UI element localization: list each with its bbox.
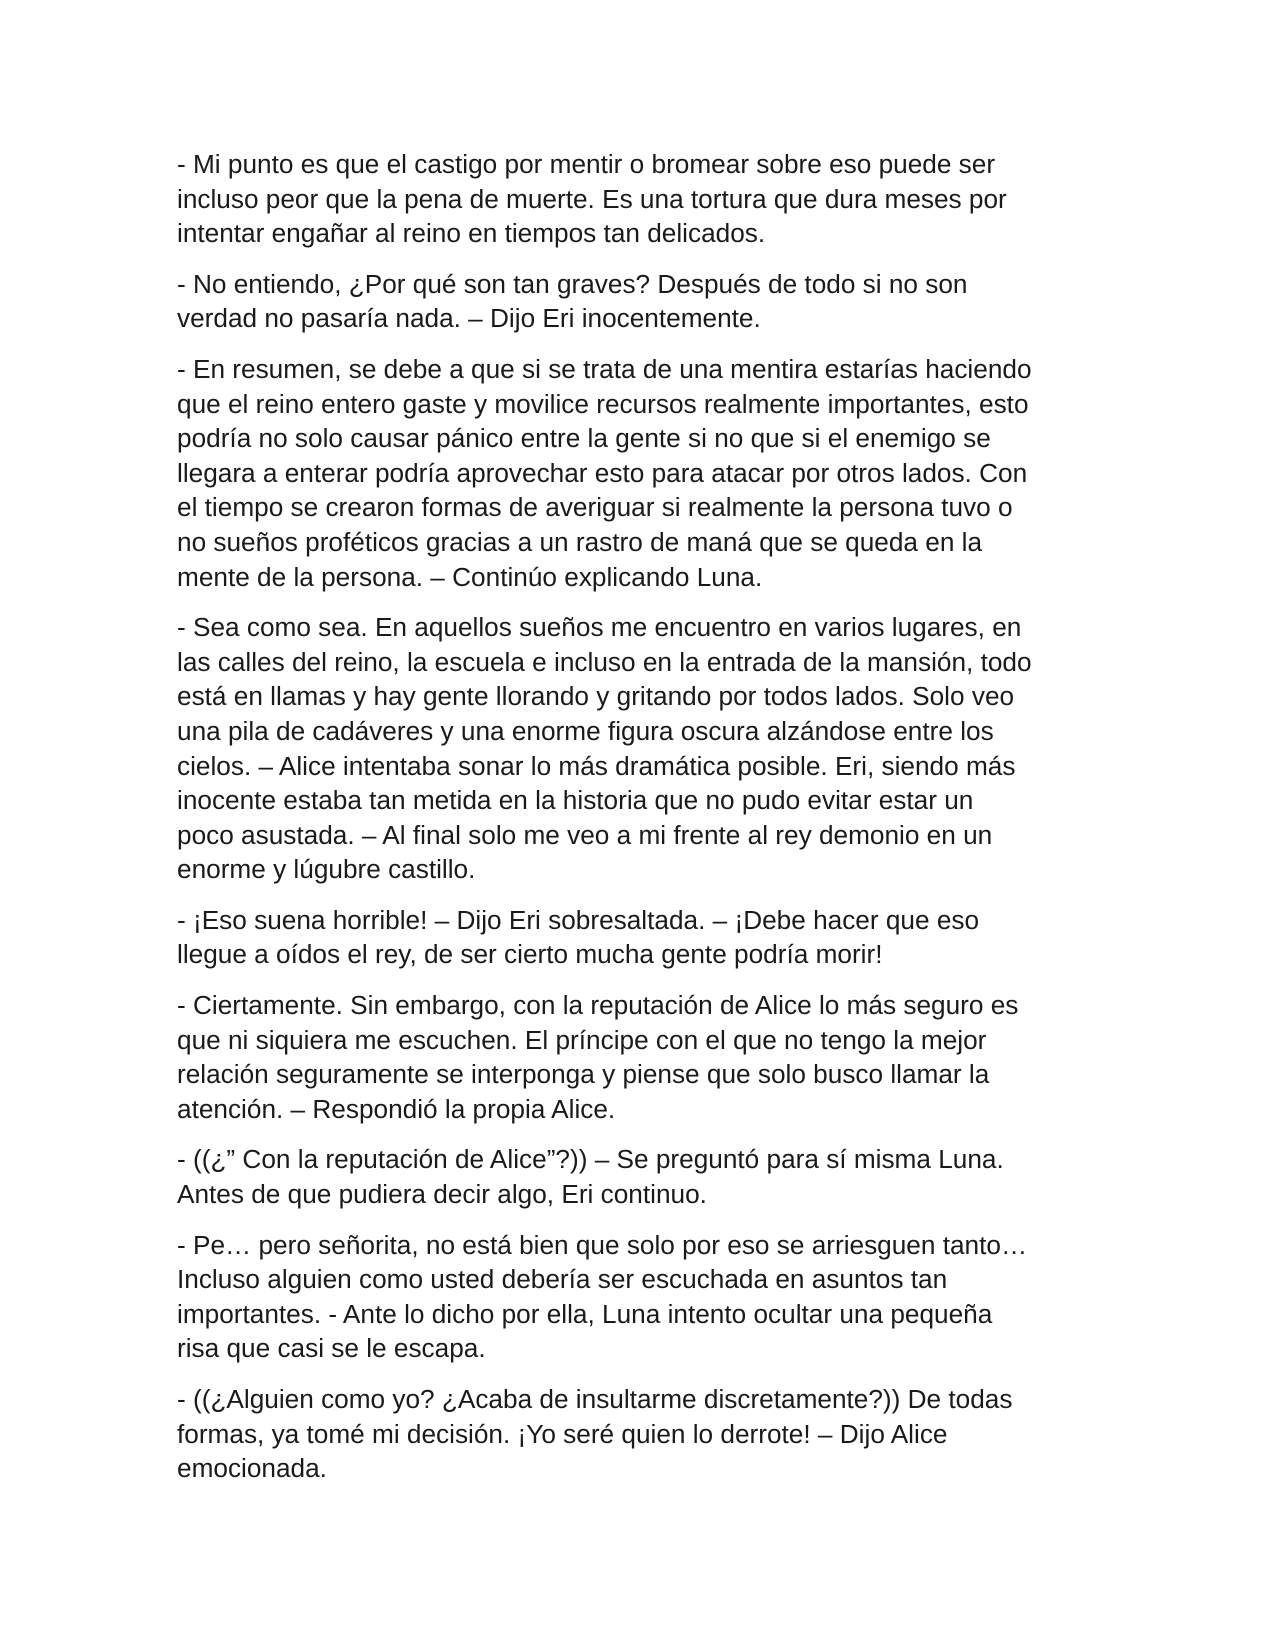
paragraph-4: - Sea como sea. En aquellos sueños me encuentro en varios lugares, en las calles del reino, la escuela e incluso en la entrada de la mansión, todo está en llamas y hay gente llorando y gritando por todos lados. Solo veo una pila de cadáveres y una enorme figura oscura alzándose entre los cielos. – Alice intentaba sonar lo más dramática posible. Eri, siendo más inocente estaba tan metida en la historia que no pudo evitar estar un poco asustada. – Al final solo me veo a mi frente al rey demonio en un enorme y lúgubre castillo. [177,612,1032,885]
paragraph-8: - Pe… pero señorita, no está bien que solo por eso se arriesguen tanto… Incluso alguien como usted debería ser escuchada en asuntos tan importantes. - Ante lo dicho por ella, Luna intento ocultar una pequeña risa que casi se le escapa. [177,1229,1028,1364]
paragraph-5: - ¡Eso suena horrible! – Dijo Eri sobresaltada. – ¡Debe hacer que eso llegue a oídos el rey, de ser cierto mucha gente podría morir! [177,904,980,970]
paragraph-1: - Mi punto es que el castigo por mentir o bromear sobre eso puede ser incluso peor que la pena de muerte. Es una tortura que dura meses por intentar engañar al reino en tiempos tan delicados. [177,149,1007,249]
paragraph-3: - En resumen, se debe a que si se trata de una mentira estarías haciendo que el reino entero gaste y movilice recursos realmente importantes, esto podría no solo causar pánico entre la gente si no que si el enemigo se llegara a enterar podría aprovechar esto para atacar por otros lados. Con el tiempo se crearon formas de averiguar si realmente la persona tuvo o no sueños proféticos gracias a un rastro de maná que se queda en la mente de la persona. – Continúo explicando Luna. [177,353,1032,592]
paragraph-9: - ((¿Alguien como yo? ¿Acaba de insultarme discretamente?)) De todas formas, ya tomé mi decisión. ¡Yo seré quien lo derrote! – Dijo Alice emocionada. [177,1384,1013,1484]
body-text [177,147,1107,1502]
paragraph-7: - ((¿” Con la reputación de Alice”?)) – Se preguntó para sí misma Luna. Antes de que pudiera decir algo, Eri continuo. [177,1144,1004,1210]
paragraph-6: - Ciertamente. Sin embargo, con la reputación de Alice lo más seguro es que ni siquiera me escuchen. El príncipe con el que no tengo la mejor relación seguramente se interponga y piense que solo busco llamar la atención. – Respondió la propia Alice. [177,990,1019,1124]
paragraph-2: - No entiendo, ¿Por qué son tan graves? Después de todo si no son verdad no pasaría nada. – Dijo Eri inocentemente. [177,268,968,334]
